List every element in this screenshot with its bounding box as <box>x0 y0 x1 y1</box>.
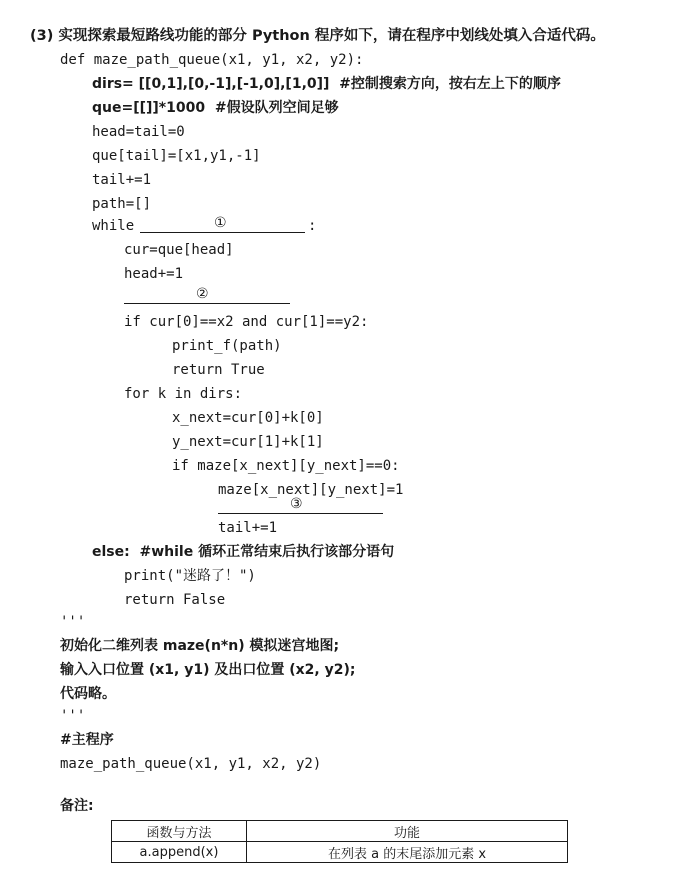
code-def: def maze_path_queue(x1, y1, x2, y2): <box>60 52 364 68</box>
table-header-cell: 功能 <box>247 821 568 842</box>
code-for-dirs: for k in dirs: <box>124 386 243 402</box>
docstring-close: ''' <box>60 708 86 724</box>
blank-3-number: ③ <box>290 496 303 512</box>
code-que: que=[[]]*1000 #假设队列空间足够 <box>92 100 339 116</box>
code-return-true: return True <box>172 362 265 378</box>
comment-omitted: 代码略。 <box>60 686 116 702</box>
table-header-cell: 函数与方法 <box>112 821 247 842</box>
table-cell: a.append(x) <box>112 842 247 863</box>
function-table <box>111 820 568 863</box>
code-tail-inc: tail+=1 <box>92 172 152 188</box>
code-x-next: x_next=cur[0]+k[0] <box>172 410 324 426</box>
code-y-next: y_next=cur[1]+k[1] <box>172 434 324 450</box>
code-if-goal: if cur[0]==x2 and cur[1]==y2: <box>124 314 369 330</box>
table-row <box>112 842 568 863</box>
code-maze-mark: maze[x_next][y_next]=1 <box>218 482 404 498</box>
table-header-row <box>112 821 568 842</box>
code-if-maze: if maze[x_next][y_next]==0: <box>172 458 400 474</box>
code-print-lost: print("迷路了！") <box>124 568 256 584</box>
code-head-tail: head=tail=0 <box>92 124 185 140</box>
code-cur: cur=que[head] <box>124 242 234 258</box>
question-text: (3) 实现探索最短路线功能的部分 Python 程序如下，请在程序中划线处填入合适代码。 <box>30 28 605 44</box>
code-return-false: return False <box>124 592 226 608</box>
code-main-call: maze_path_queue(x1, y1, x2, y2) <box>60 756 322 772</box>
code-que-init: que[tail]=[x1,y1,-1] <box>92 148 261 164</box>
comment-init-maze: 初始化二维列表 maze(n*n) 模拟迷宫地图; <box>60 638 340 654</box>
code-path: path=[] <box>92 196 152 212</box>
comment-main: #主程序 <box>60 732 114 748</box>
note-label: 备注: <box>60 798 94 814</box>
code-print-path: print_f(path) <box>172 338 282 354</box>
blank-3-line <box>218 513 383 514</box>
comment-input: 输入入口位置 (x1, y1) 及出口位置 (x2, y2); <box>60 662 356 678</box>
code-while-colon: : <box>308 218 317 234</box>
table-cell: 在列表 a 的末尾添加元素 x <box>247 842 568 863</box>
blank-2-number: ② <box>196 286 209 302</box>
blank-2-line <box>124 303 290 304</box>
code-while: while <box>92 218 135 234</box>
blank-1-number: ① <box>214 215 227 231</box>
docstring-open: ''' <box>60 614 86 630</box>
code-tail-inc-2: tail+=1 <box>218 520 278 536</box>
code-else: else: #while 循环正常结束后执行该部分语句 <box>92 544 395 560</box>
blank-1-line <box>140 232 305 233</box>
code-head-inc: head+=1 <box>124 266 184 282</box>
code-dirs: dirs= [[0,1],[0,-1],[-1,0],[1,0]] #控制搜索方向，按右左上下的顺序 <box>92 76 561 92</box>
